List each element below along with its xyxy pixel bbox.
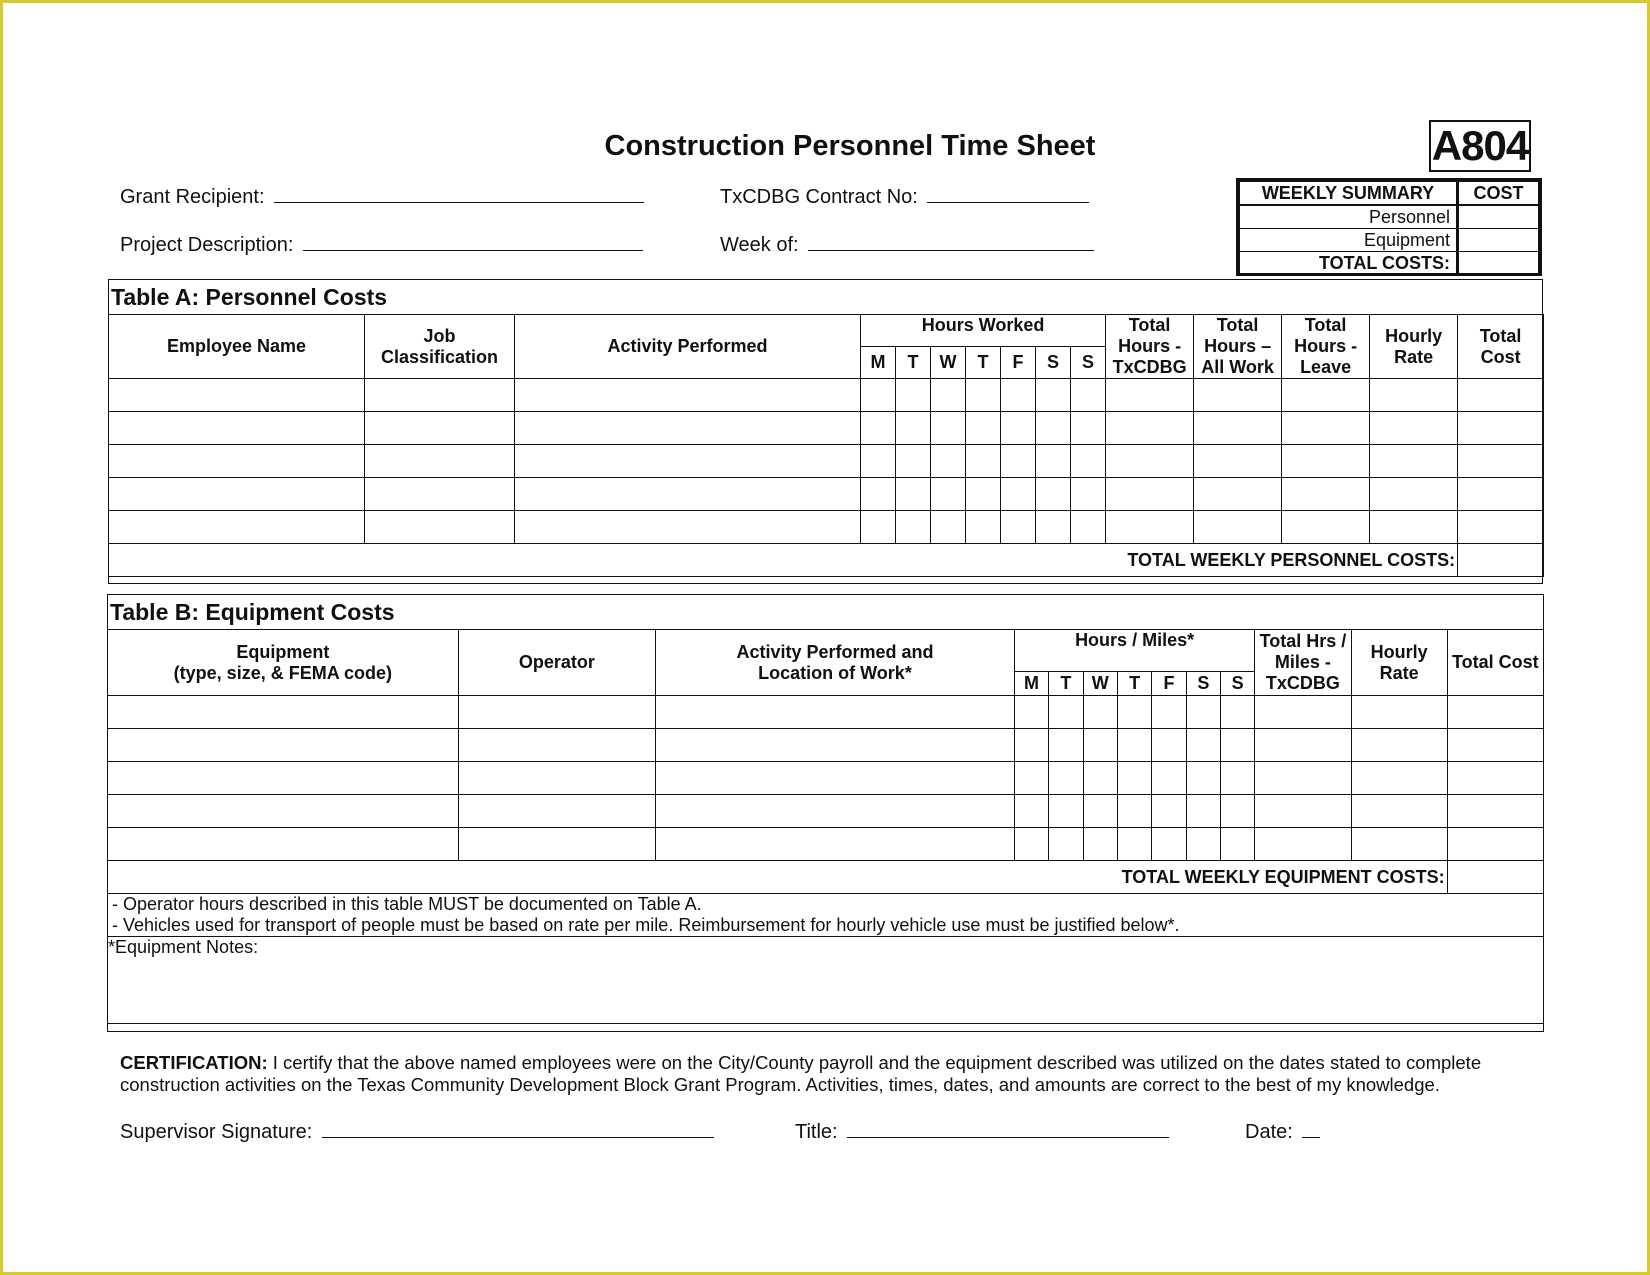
equipment-table-cell[interactable] — [108, 828, 459, 861]
b-day-wed: W — [1083, 672, 1117, 696]
personnel-table-cell[interactable] — [861, 511, 896, 544]
equipment-table-cell[interactable] — [458, 696, 655, 729]
personnel-table-cell[interactable] — [966, 445, 1001, 478]
equipment-table-cell[interactable] — [458, 828, 655, 861]
equipment-notes-box[interactable] — [108, 937, 1544, 1024]
personnel-table-cell[interactable] — [1282, 511, 1370, 544]
equipment-table-cell[interactable] — [1221, 696, 1255, 729]
equipment-table-cell[interactable] — [1049, 729, 1083, 762]
col-total-hrs-miles: Total Hrs / Miles - TxCDBG — [1255, 630, 1351, 696]
equipment-table-cell[interactable] — [1447, 729, 1543, 762]
personnel-table-cell[interactable] — [966, 511, 1001, 544]
equipment-table-cell[interactable] — [1014, 828, 1048, 861]
personnel-table-cell[interactable] — [365, 445, 515, 478]
personnel-table-cell[interactable] — [1071, 445, 1106, 478]
personnel-table-cell[interactable] — [365, 412, 515, 445]
week-field[interactable] — [808, 249, 1094, 251]
date-label: Date: — [1245, 1121, 1293, 1143]
personnel-table-cell[interactable] — [1370, 445, 1458, 478]
personnel-table-cell[interactable] — [515, 445, 861, 478]
personnel-table-cell[interactable] — [515, 379, 861, 412]
personnel-table-cell[interactable] — [1071, 379, 1106, 412]
date-field[interactable] — [1302, 1136, 1320, 1138]
equipment-table-cell[interactable] — [1351, 729, 1447, 762]
grant-recipient-label: Grant Recipient: — [120, 186, 265, 208]
supervisor-signature-row — [120, 1121, 714, 1144]
personnel-table-cell[interactable] — [1194, 412, 1282, 445]
col-job-classification: Job Classification — [365, 315, 515, 379]
personnel-table-cell[interactable] — [1106, 412, 1194, 445]
equipment-table-cell[interactable] — [1255, 729, 1351, 762]
equipment-table-row — [108, 762, 1544, 795]
summary-personnel-label: Personnel — [1240, 205, 1458, 229]
equipment-table-cell[interactable] — [1221, 795, 1255, 828]
equipment-table-cell[interactable] — [1014, 795, 1048, 828]
personnel-table-cell[interactable] — [896, 412, 931, 445]
b-day-fri: F — [1152, 672, 1186, 696]
equipment-table-cell[interactable] — [1117, 828, 1151, 861]
equipment-table-cell[interactable] — [1351, 795, 1447, 828]
personnel-table-cell[interactable] — [1001, 445, 1036, 478]
personnel-table-cell[interactable] — [861, 412, 896, 445]
equipment-table-cell[interactable] — [656, 828, 1015, 861]
personnel-table-cell[interactable] — [931, 379, 966, 412]
personnel-table-cell[interactable] — [515, 412, 861, 445]
equipment-table-cell[interactable] — [1083, 762, 1117, 795]
personnel-table-cell[interactable] — [1071, 511, 1106, 544]
equipment-table-cell[interactable] — [458, 729, 655, 762]
week-row — [720, 234, 1094, 257]
personnel-table-cell[interactable] — [896, 511, 931, 544]
personnel-table-cell[interactable] — [1194, 379, 1282, 412]
personnel-table-cell[interactable] — [1458, 511, 1544, 544]
equipment-table-row — [108, 795, 1544, 828]
personnel-table-row — [109, 445, 1544, 478]
certification-body: I certify that the above named employees were on the City/County payroll and the equipment described was utilized on the dates stated to complete construction activities on the Texas Community Development Block Grant Program. Activities, times, dates, and amounts are correct to the best of my knowledge. — [120, 1052, 1482, 1095]
personnel-table-row — [109, 478, 1544, 511]
title-label: Title: — [795, 1121, 838, 1143]
personnel-table-cell[interactable] — [896, 445, 931, 478]
personnel-table-cell[interactable] — [1106, 511, 1194, 544]
personnel-table-cell[interactable] — [1370, 478, 1458, 511]
personnel-table-cell[interactable] — [1370, 412, 1458, 445]
personnel-table-cell[interactable] — [109, 511, 365, 544]
personnel-table-cell[interactable] — [1001, 478, 1036, 511]
personnel-table-cell[interactable] — [1071, 412, 1106, 445]
table-a-section — [108, 279, 1543, 584]
personnel-table-cell[interactable] — [109, 478, 365, 511]
equipment-table-cell[interactable] — [1221, 828, 1255, 861]
equipment-table-cell[interactable] — [108, 696, 459, 729]
col-equipment-total-cost: Total Cost — [1447, 630, 1543, 696]
equipment-table-cell[interactable] — [1447, 762, 1543, 795]
equipment-table-cell[interactable] — [1447, 696, 1543, 729]
col-activity-location: Activity Performed and Location of Work* — [656, 630, 1015, 696]
personnel-table-cell[interactable] — [1194, 511, 1282, 544]
equipment-table-cell[interactable] — [1152, 795, 1186, 828]
equipment-table-cell[interactable] — [1014, 696, 1048, 729]
summary-equipment-label: Equipment — [1240, 229, 1458, 252]
equipment-table — [107, 629, 1544, 1024]
personnel-table-cell[interactable] — [1370, 511, 1458, 544]
summary-total-cost[interactable] — [1458, 252, 1539, 275]
personnel-table-cell[interactable] — [861, 445, 896, 478]
equipment-table-cell[interactable] — [458, 762, 655, 795]
table-b-title: Table B: Equipment Costs — [110, 599, 395, 625]
personnel-table-cell[interactable] — [1106, 478, 1194, 511]
personnel-table-cell[interactable] — [1036, 478, 1071, 511]
personnel-table-cell[interactable] — [1282, 478, 1370, 511]
equipment-rules — [108, 894, 1544, 937]
equipment-table-cell[interactable] — [656, 762, 1015, 795]
personnel-table-cell[interactable] — [896, 379, 931, 412]
personnel-table-cell[interactable] — [1282, 445, 1370, 478]
col-employee-name: Employee Name — [109, 315, 365, 379]
equipment-table-cell[interactable] — [1186, 795, 1220, 828]
equipment-table-cell[interactable] — [1049, 762, 1083, 795]
equipment-table-cell[interactable] — [1117, 762, 1151, 795]
equipment-table-cell[interactable] — [1255, 828, 1351, 861]
certification-text — [120, 1052, 1530, 1096]
day-fri: F — [1001, 347, 1036, 379]
equipment-table-cell[interactable] — [1083, 828, 1117, 861]
equipment-table-row — [108, 696, 1544, 729]
day-sun: S — [1071, 347, 1106, 379]
col-hours-worked: Hours Worked — [861, 315, 1106, 347]
equipment-table-cell[interactable] — [1014, 762, 1048, 795]
col-total-hours-all: Total Hours – All Work — [1194, 315, 1282, 379]
summary-cost-header: COST — [1458, 182, 1539, 206]
equipment-table-cell[interactable] — [1152, 828, 1186, 861]
col-total-hours-txcdbg: Total Hours - TxCDBG — [1106, 315, 1194, 379]
certification-label: CERTIFICATION: — [120, 1052, 268, 1073]
equipment-table-cell[interactable] — [1152, 729, 1186, 762]
equipment-table-cell[interactable] — [656, 729, 1015, 762]
table-a-title: Table A: Personnel Costs — [111, 284, 388, 310]
col-equipment-hourly-rate: Hourly Rate — [1351, 630, 1447, 696]
equipment-table-cell[interactable] — [1351, 762, 1447, 795]
summary-personnel-cost[interactable] — [1458, 205, 1539, 229]
equipment-table-cell[interactable] — [1152, 696, 1186, 729]
personnel-table-cell[interactable] — [1458, 445, 1544, 478]
b-day-tue: T — [1049, 672, 1083, 696]
contract-label: TxCDBG Contract No: — [720, 186, 918, 208]
grant-recipient-field[interactable] — [274, 201, 644, 203]
title-row — [795, 1121, 1169, 1144]
personnel-table-cell[interactable] — [1001, 511, 1036, 544]
personnel-table-cell[interactable] — [861, 478, 896, 511]
col-total-cost: Total Cost — [1458, 315, 1544, 379]
equipment-table-cell[interactable] — [1186, 828, 1220, 861]
equipment-table-cell[interactable] — [108, 762, 459, 795]
personnel-table-cell[interactable] — [1194, 478, 1282, 511]
personnel-table-cell[interactable] — [365, 511, 515, 544]
equipment-table-cell[interactable] — [108, 795, 459, 828]
col-hours-miles: Hours / Miles* — [1014, 630, 1254, 672]
equipment-table-cell[interactable] — [108, 729, 459, 762]
grant-recipient-row — [120, 186, 644, 209]
equipment-table-cell[interactable] — [1186, 696, 1220, 729]
equipment-table-cell[interactable] — [1117, 696, 1151, 729]
personnel-table-cell[interactable] — [1282, 412, 1370, 445]
equipment-table-row — [108, 828, 1544, 861]
summary-header: WEEKLY SUMMARY — [1240, 182, 1458, 206]
supervisor-signature-field[interactable] — [322, 1136, 714, 1138]
equipment-table-cell[interactable] — [1152, 762, 1186, 795]
contract-row — [720, 186, 1089, 209]
b-day-mon: M — [1014, 672, 1048, 696]
personnel-table-cell[interactable] — [1282, 379, 1370, 412]
personnel-table-cell[interactable] — [365, 478, 515, 511]
equipment-table-cell[interactable] — [1083, 729, 1117, 762]
equipment-table-cell[interactable] — [656, 696, 1015, 729]
personnel-table-cell[interactable] — [1458, 379, 1544, 412]
summary-total-label: TOTAL COSTS: — [1240, 252, 1458, 275]
equipment-rule-2: - Vehicles used for transport of people must be based on rate per mile. Reimbursement for hourly vehicle use must be justified below*. — [112, 915, 1180, 935]
equipment-table-cell[interactable] — [1255, 795, 1351, 828]
equipment-table-cell[interactable] — [1049, 696, 1083, 729]
equipment-rule-1: - Operator hours described in this table MUST be documented on Table A. — [112, 894, 702, 914]
equipment-table-cell[interactable] — [1117, 795, 1151, 828]
personnel-table-row — [109, 511, 1544, 544]
day-sat: S — [1036, 347, 1071, 379]
personnel-table-cell[interactable] — [1036, 412, 1071, 445]
personnel-total-label: TOTAL WEEKLY PERSONNEL COSTS: — [109, 544, 1458, 577]
personnel-table-cell[interactable] — [365, 379, 515, 412]
equipment-table-row — [108, 729, 1544, 762]
personnel-table-cell[interactable] — [861, 379, 896, 412]
personnel-table-cell[interactable] — [1001, 379, 1036, 412]
col-hourly-rate: Hourly Rate — [1370, 315, 1458, 379]
equipment-table-cell[interactable] — [1351, 828, 1447, 861]
personnel-table-row — [109, 379, 1544, 412]
personnel-table-cell[interactable] — [515, 478, 861, 511]
equipment-table-cell[interactable] — [1049, 828, 1083, 861]
equipment-table-cell[interactable] — [458, 795, 655, 828]
col-operator: Operator — [458, 630, 655, 696]
personnel-table-cell[interactable] — [1458, 412, 1544, 445]
col-total-hours-leave: Total Hours - Leave — [1282, 315, 1370, 379]
personnel-table-cell[interactable] — [966, 478, 1001, 511]
equipment-table-cell[interactable] — [1049, 795, 1083, 828]
week-label: Week of: — [720, 234, 799, 256]
personnel-table-cell[interactable] — [931, 511, 966, 544]
equipment-table-cell[interactable] — [1447, 795, 1543, 828]
personnel-table-cell[interactable] — [1036, 445, 1071, 478]
col-activity-performed: Activity Performed — [515, 315, 861, 379]
personnel-table-cell[interactable] — [109, 379, 365, 412]
equipment-table-cell[interactable] — [1255, 696, 1351, 729]
personnel-table-row — [109, 412, 1544, 445]
personnel-table-cell[interactable] — [1106, 445, 1194, 478]
personnel-table-cell[interactable] — [1071, 478, 1106, 511]
title-field[interactable] — [847, 1136, 1169, 1138]
b-day-sat: S — [1186, 672, 1220, 696]
personnel-table-cell[interactable] — [931, 478, 966, 511]
day-tue: T — [896, 347, 931, 379]
personnel-table-cell[interactable] — [966, 379, 1001, 412]
summary-equipment-cost[interactable] — [1458, 229, 1539, 252]
personnel-table-cell[interactable] — [1370, 379, 1458, 412]
b-day-sun: S — [1221, 672, 1255, 696]
equipment-table-cell[interactable] — [1186, 762, 1220, 795]
project-row — [120, 234, 643, 257]
personnel-table-cell[interactable] — [1458, 478, 1544, 511]
equipment-table-cell[interactable] — [1117, 729, 1151, 762]
table-b-section — [107, 594, 1544, 1032]
day-mon: M — [861, 347, 896, 379]
personnel-table-cell[interactable] — [1001, 412, 1036, 445]
day-wed: W — [931, 347, 966, 379]
personnel-table-cell[interactable] — [931, 412, 966, 445]
personnel-table-cell[interactable] — [109, 412, 365, 445]
col-equipment: Equipment (type, size, & FEMA code) — [108, 630, 459, 696]
project-field[interactable] — [303, 249, 643, 251]
personnel-table-cell[interactable] — [1194, 445, 1282, 478]
date-row — [1245, 1121, 1320, 1144]
project-label: Project Description: — [120, 234, 294, 256]
personnel-table-cell[interactable] — [515, 511, 861, 544]
equipment-total-label: TOTAL WEEKLY EQUIPMENT COSTS: — [108, 861, 1448, 894]
equipment-total-cost[interactable] — [1447, 861, 1543, 894]
contract-field[interactable] — [927, 201, 1089, 203]
personnel-total-cost[interactable] — [1458, 544, 1544, 577]
personnel-table-cell[interactable] — [1036, 511, 1071, 544]
personnel-table — [108, 314, 1544, 577]
page-title: Construction Personnel Time Sheet — [604, 130, 1096, 162]
personnel-table-cell[interactable] — [931, 445, 966, 478]
personnel-table-cell[interactable] — [1106, 379, 1194, 412]
personnel-table-cell[interactable] — [109, 445, 365, 478]
equipment-table-cell[interactable] — [1083, 696, 1117, 729]
equipment-table-cell[interactable] — [1351, 696, 1447, 729]
personnel-table-cell[interactable] — [896, 478, 931, 511]
equipment-notes-label: *Equipment Notes: — [108, 937, 259, 957]
day-thu: T — [966, 347, 1001, 379]
equipment-table-cell[interactable] — [1083, 795, 1117, 828]
equipment-table-cell[interactable] — [1447, 828, 1543, 861]
equipment-table-cell[interactable] — [1221, 729, 1255, 762]
form-code: A804 — [1429, 120, 1531, 172]
personnel-table-cell[interactable] — [966, 412, 1001, 445]
weekly-summary-box — [1236, 178, 1542, 276]
equipment-table-cell[interactable] — [1014, 729, 1048, 762]
personnel-table-cell[interactable] — [1036, 379, 1071, 412]
equipment-table-cell[interactable] — [656, 795, 1015, 828]
equipment-table-cell[interactable] — [1186, 729, 1220, 762]
b-day-thu: T — [1117, 672, 1151, 696]
supervisor-signature-label: Supervisor Signature: — [120, 1121, 313, 1143]
equipment-table-cell[interactable] — [1255, 762, 1351, 795]
equipment-table-cell[interactable] — [1221, 762, 1255, 795]
